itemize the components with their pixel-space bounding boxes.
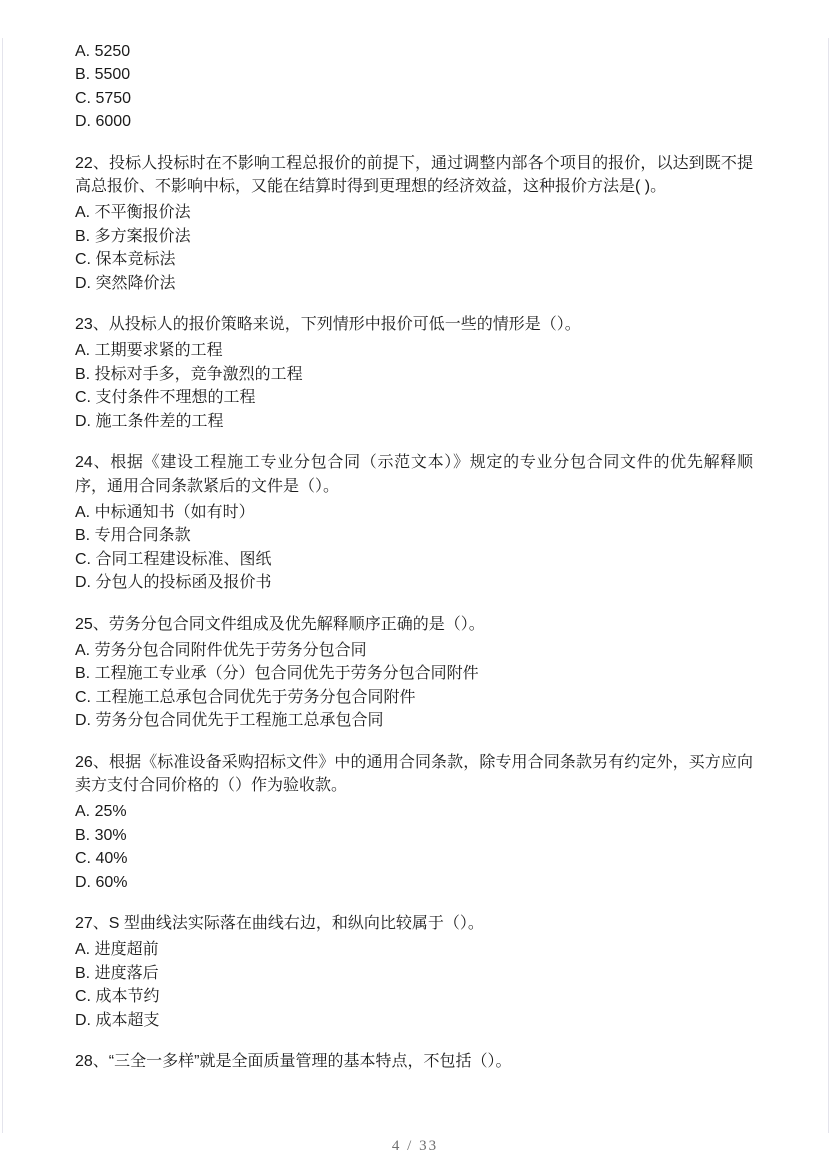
option-line: A. 中标通知书（如有时） [75,503,255,521]
option-line: C. 5750 [75,89,132,107]
option-line: A. 进度超前 [75,941,159,959]
question-options [75,201,753,295]
question-stem: 27、S 型曲线法实际落在曲线右边，和纵向比较属于（）。 [75,915,484,932]
option-line: C. 合同工程建设标准、图纸 [75,550,272,568]
option-line: B. 多方案报价法 [75,227,191,245]
option-line: C. 工程施工总承包合同优先于劳务分包合同附件 [75,688,416,706]
question-options [75,639,753,733]
option-line: A. 5250 [75,43,131,60]
option-line: A. 工期要求紧的工程 [75,342,223,360]
option-line: D. 6000 [75,113,132,131]
option-line: C. 成本节约 [75,988,160,1006]
question-stem: 22、投标人投标时在不影响工程总报价的前提下，通过调整内部各个项目的报价，以达到既不提高总报价、不影响中标，又能在结算时得到更理想的经济效益，这种报价方法是( )。 [75,154,753,196]
option-line: B. 30% [75,826,127,844]
question-block [75,1050,753,1073]
question-options [75,501,753,595]
question-stem: 28、“三全一多样”就是全面质量管理的基本特点，不包括（）。 [75,1053,512,1071]
option-line: C. 保本竞标法 [75,251,176,269]
option-line: D. 成本超支 [75,1011,160,1029]
option-line: B. 5500 [75,66,131,84]
question-stem: 26、根据《标准设备采购招标文件》中的通用合同条款，除专用合同条款另有约定外，买方应向卖方支付合同价格的（）作为验收款。 [75,753,753,794]
option-line: A. 25% [75,803,127,821]
option-line: D. 施工条件差的工程 [75,412,224,430]
question-stem: 23、从投标人的报价策略来说，下列情形中报价可低一些的情形是（）。 [75,316,581,334]
question-options [75,40,753,134]
option-line: D. 分包人的投标函及报价书 [75,574,272,592]
document-page-content [75,40,753,1076]
page-number-indicator: 4 / 33 [391,1138,439,1154]
option-line: C. 40% [75,850,128,868]
question-block [75,152,753,295]
question-options [75,339,753,433]
option-line: D. 突然降价法 [75,274,176,292]
question-block [75,451,753,594]
page-right-border [828,38,829,1133]
page-left-border [2,38,3,1133]
option-line: B. 投标对手多，竞争激烈的工程 [75,365,303,383]
option-line: C. 支付条件不理想的工程 [75,389,256,407]
option-line: A. 劳务分包合同附件优先于劳务分包合同 [75,641,367,659]
question-block [75,751,753,894]
question-stem: 24、根据《建设工程施工专业分包合同（示范文本）》规定的专业分包合同文件的优先解释顺序，通用合同条款紧后的文件是（）。 [75,454,753,495]
option-line: B. 工程施工专业承（分）包合同优先于劳务分包合同附件 [75,665,479,683]
option-line: B. 专用合同条款 [75,527,191,545]
question-block [75,912,753,1032]
question-options [75,938,753,1032]
question-block [75,313,753,433]
question-options [75,800,753,894]
question-block [75,40,753,134]
question-block [75,613,753,733]
option-line: D. 劳务分包合同优先于工程施工总承包合同 [75,712,384,730]
option-line: D. 60% [75,873,128,891]
option-line: A. 不平衡报价法 [75,204,191,222]
option-line: B. 进度落后 [75,964,159,982]
question-stem: 25、劳务分包合同文件组成及优先解释顺序正确的是（）。 [75,615,485,633]
